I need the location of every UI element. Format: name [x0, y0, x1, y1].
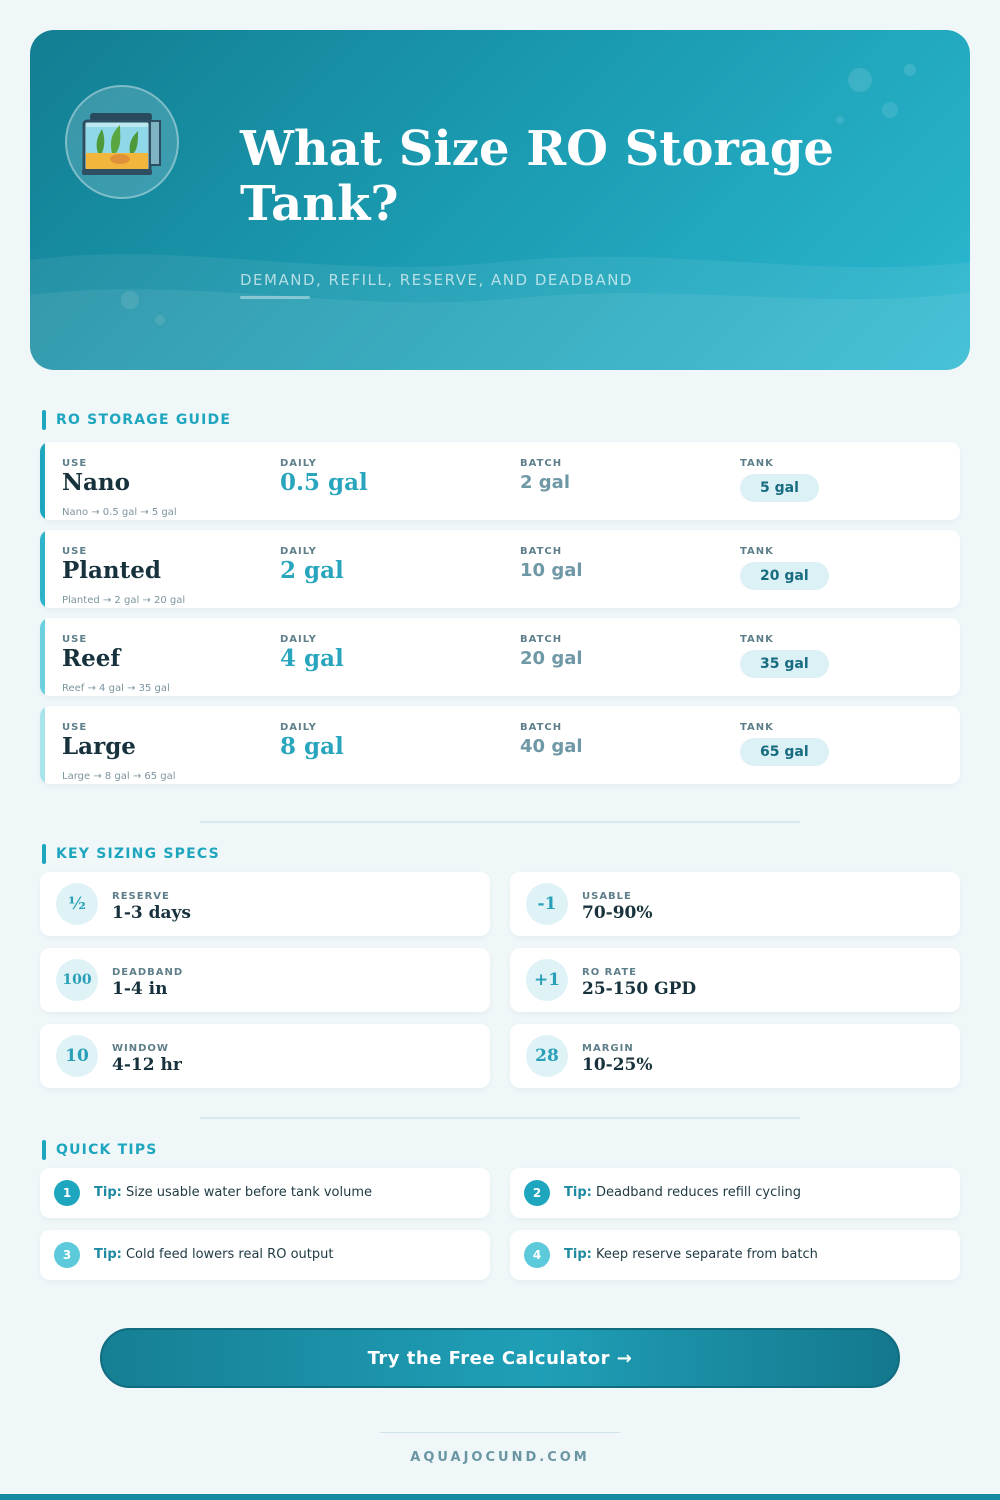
guide-row-planted [40, 530, 960, 608]
tip-card [510, 1230, 960, 1280]
section-divider [200, 821, 800, 823]
section-divider [200, 1117, 800, 1119]
daily-value: 8 gal [280, 733, 344, 760]
spec-card-ro-rate [510, 948, 960, 1012]
row-accent [40, 442, 45, 520]
row-summary: Large → 8 gal → 65 gal [62, 771, 176, 782]
subtitle-underline [240, 296, 310, 299]
daily-value: 0.5 gal [280, 469, 368, 496]
spec-value: 25-150 GPD [582, 979, 697, 999]
guide-row-reef [40, 618, 960, 696]
spec-value: 4-12 hr [112, 1055, 182, 1075]
tip-text [94, 1185, 372, 1200]
spec-label: DEADBAND [112, 967, 184, 978]
section-accent-bar [42, 844, 46, 864]
use-value: Planted [62, 557, 161, 584]
hero-banner [30, 30, 970, 370]
batch-value: 20 gal [520, 648, 583, 669]
tank-size-badge: 5 gal [740, 474, 819, 502]
daily-label: DAILY [280, 722, 317, 733]
batch-label: BATCH [520, 722, 563, 733]
section-title: QUICK TIPS [56, 1142, 158, 1158]
tip-prefix: Tip: [94, 1247, 122, 1262]
guide-row-large [40, 706, 960, 784]
use-value: Nano [62, 469, 130, 496]
batch-label: BATCH [520, 634, 563, 645]
section-title: RO STORAGE GUIDE [56, 412, 232, 428]
daily-label: DAILY [280, 546, 317, 557]
row-summary: Nano → 0.5 gal → 5 gal [62, 507, 177, 518]
daily-value: 4 gal [280, 645, 344, 672]
tank-label: TANK [740, 722, 774, 733]
row-summary: Planted → 2 gal → 20 gal [62, 595, 186, 606]
use-label: USE [62, 458, 88, 469]
use-value: Reef [62, 645, 121, 672]
tip-number-badge: 4 [524, 1242, 550, 1268]
spec-icon: 10 [56, 1035, 98, 1077]
aquarium-icon [65, 85, 179, 199]
use-label: USE [62, 722, 88, 733]
footer-divider [380, 1432, 620, 1433]
spec-icon: 28 [526, 1035, 568, 1077]
spec-icon: +1 [526, 959, 568, 1001]
tip-number-badge: 3 [54, 1242, 80, 1268]
tank-size-badge: 20 gal [740, 562, 829, 590]
calculator-cta-button[interactable]: Try the Free Calculator → [100, 1328, 900, 1388]
section-header-tips [42, 1140, 158, 1160]
bottom-accent-bar [0, 1494, 1000, 1500]
batch-value: 10 gal [520, 560, 583, 581]
section-title: KEY SIZING SPECS [56, 846, 220, 862]
spec-value: 10-25% [582, 1055, 653, 1075]
tank-label: TANK [740, 458, 774, 469]
page-subtitle: DEMAND, REFILL, RESERVE, AND DEADBAND [240, 271, 633, 289]
tank-label: TANK [740, 546, 774, 557]
spec-value: 1-4 in [112, 979, 168, 999]
tip-prefix: Tip: [564, 1247, 592, 1262]
spec-card-margin [510, 1024, 960, 1088]
tip-text [564, 1185, 801, 1200]
row-accent [40, 706, 45, 784]
tip-card [510, 1168, 960, 1218]
row-summary: Reef → 4 gal → 35 gal [62, 683, 170, 694]
tank-size-badge: 35 gal [740, 650, 829, 678]
section-accent-bar [42, 410, 46, 430]
batch-value: 40 gal [520, 736, 583, 757]
row-accent [40, 618, 45, 696]
daily-label: DAILY [280, 634, 317, 645]
spec-card-window [40, 1024, 490, 1088]
daily-value: 2 gal [280, 557, 344, 584]
tip-prefix: Tip: [564, 1185, 592, 1200]
tip-body: Keep reserve separate from batch [595, 1247, 818, 1262]
spec-value: 70-90% [582, 903, 653, 923]
use-value: Large [62, 733, 136, 760]
spec-card-reserve [40, 872, 490, 936]
spec-card-usable [510, 872, 960, 936]
spec-icon: 100 [56, 959, 98, 1001]
tip-text [94, 1247, 333, 1262]
daily-label: DAILY [280, 458, 317, 469]
tank-size-badge: 65 gal [740, 738, 829, 766]
batch-value: 2 gal [520, 472, 570, 493]
page-title: What Size RO Storage Tank? [240, 121, 834, 232]
spec-label: RO RATE [582, 967, 637, 978]
batch-label: BATCH [520, 546, 563, 557]
tip-text [564, 1247, 818, 1262]
tank-label: TANK [740, 634, 774, 645]
use-label: USE [62, 634, 88, 645]
tip-number-badge: 1 [54, 1180, 80, 1206]
spec-icon: -1 [526, 883, 568, 925]
footer-site-link[interactable]: AQUAJOCUND.COM [410, 1450, 590, 1465]
use-label: USE [62, 546, 88, 557]
spec-value: 1-3 days [112, 903, 191, 923]
batch-label: BATCH [520, 458, 563, 469]
tip-body: Size usable water before tank volume [125, 1185, 373, 1200]
spec-label: RESERVE [112, 891, 170, 902]
tip-card [40, 1230, 490, 1280]
spec-label: MARGIN [582, 1043, 634, 1054]
section-header-guide [42, 410, 231, 430]
tip-body: Cold feed lowers real RO output [125, 1247, 334, 1262]
spec-card-deadband [40, 948, 490, 1012]
tip-card [40, 1168, 490, 1218]
tip-body: Deadband reduces refill cycling [595, 1185, 801, 1200]
section-accent-bar [42, 1140, 46, 1160]
guide-row-nano [40, 442, 960, 520]
tip-number-badge: 2 [524, 1180, 550, 1206]
tip-prefix: Tip: [94, 1185, 122, 1200]
spec-label: USABLE [582, 891, 632, 902]
row-accent [40, 530, 45, 608]
spec-icon: ½ [56, 883, 98, 925]
section-header-specs [42, 844, 220, 864]
spec-label: WINDOW [112, 1043, 169, 1054]
